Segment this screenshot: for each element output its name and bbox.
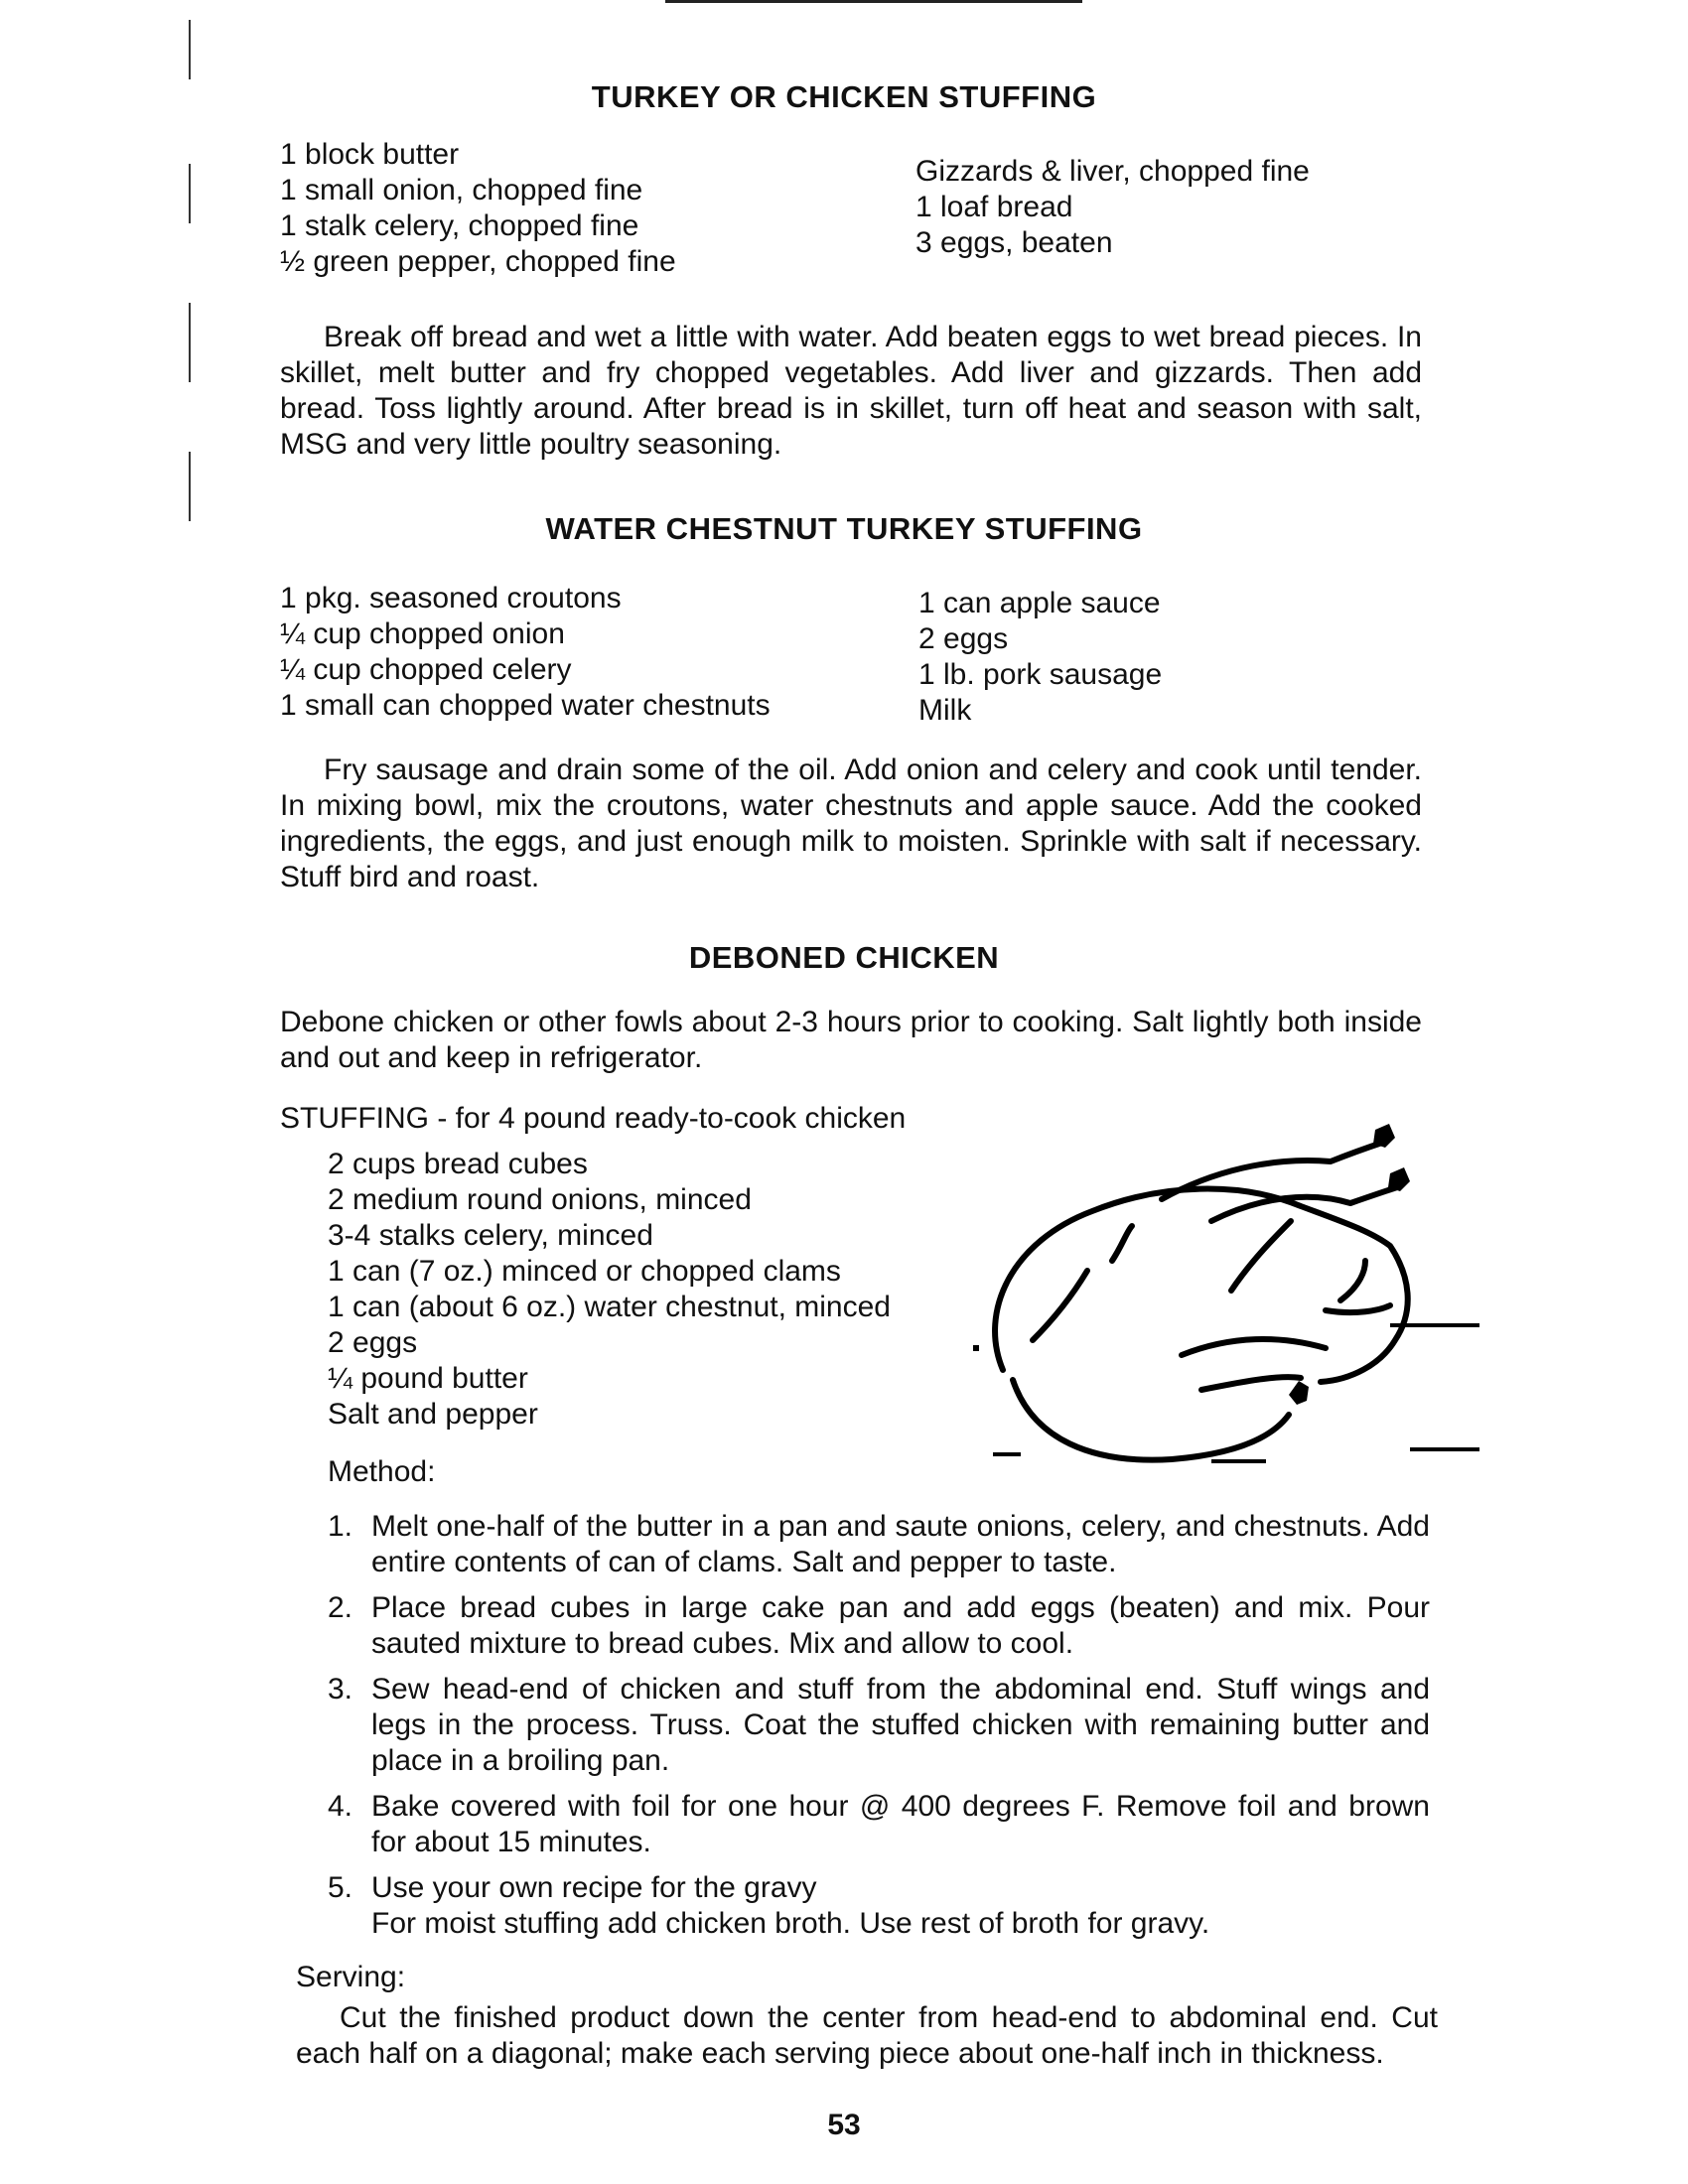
ingredient-list-right [915, 154, 1310, 261]
ingredient: 1 small can chopped water chestnuts [280, 689, 771, 722]
ingredient-list-left [280, 137, 676, 280]
ingredient: 2 cups bread cubes [328, 1148, 588, 1180]
method-step [328, 1789, 1430, 1860]
ingredient-list-right [918, 586, 1162, 729]
ingredient: 3-4 stalks celery, minced [328, 1219, 653, 1252]
margin-mark [189, 20, 191, 79]
ingredient: 2 eggs [328, 1326, 418, 1359]
stuffing-heading: STUFFING - for 4 pound ready-to-cook chicken [280, 1102, 907, 1135]
intro-text: Debone chicken or other fowls about 2-3 hours prior to cooking. Salt lightly both inside and out and keep in refrigerator. [280, 1006, 1422, 1074]
ingredient: ¼ pound butter [328, 1362, 528, 1395]
directions-text: Fry sausage and drain some of the oil. Add onion and celery and cook until tender. In mixing bowl, mix the croutons, water chestnuts and apple sauce. Add the cooked ingredients, the eggs, and just enough milk to moisten. Sprinkle with salt if necessary. Stuff bird and roast. [280, 753, 1422, 893]
ingredient-list-left [280, 581, 771, 724]
page-number: 53 [827, 2109, 861, 2141]
recipe-title: WATER CHESTNUT TURKEY STUFFING [545, 511, 1143, 546]
serving-text-body: Cut the finished product down the center from head-end to abdominal end. Cut each half on a diagonal; make each serving piece about one-half inch in thickness. [296, 2001, 1438, 2070]
ingredient: 1 can apple sauce [918, 587, 1161, 619]
step-number: 2. [328, 1591, 353, 1624]
directions [280, 752, 1422, 895]
method-label: Method: [328, 1455, 436, 1488]
method-steps [328, 1509, 1430, 1942]
ingredient: 3 eggs, beaten [915, 226, 1113, 259]
step-number: 3. [328, 1673, 353, 1706]
ingredient: ¼ cup chopped celery [280, 653, 572, 686]
serving-label: Serving: [296, 1961, 406, 1993]
method-step [328, 1870, 1430, 1906]
step-text: Sew head-end of chicken and stuff from the abdominal end. Stuff wings and legs in the process. Truss. Coat the stuffed chicken with remaining butter and place in a broiling pan. [371, 1673, 1430, 1777]
ingredient: Gizzards & liver, chopped fine [915, 155, 1310, 188]
recipe-title: TURKEY OR CHICKEN STUFFING [591, 79, 1097, 114]
step-text: Place bread cubes in large cake pan and add eggs (beaten) and mix. Pour sauted mixture to bread cubes. Mix and allow to cool. [371, 1591, 1430, 1660]
ingredient: ½ green pepper, chopped fine [280, 245, 676, 278]
ingredient: 1 lb. pork sausage [918, 658, 1163, 691]
step-note: For moist stuffing add chicken broth. Use rest of broth for gravy. [371, 1907, 1210, 1940]
ingredient: 1 small onion, chopped fine [280, 174, 643, 206]
serving-text [296, 2000, 1438, 2072]
step-text: Bake covered with foil for one hour @ 400 degrees F. Remove foil and brown for about 15 minutes. [371, 1790, 1430, 1858]
ingredient: 2 medium round onions, minced [328, 1183, 752, 1216]
margin-mark [189, 164, 191, 223]
method-step [328, 1672, 1430, 1779]
recipe-title: DEBONED CHICKEN [688, 940, 1000, 975]
roast-chicken-illustration [973, 1112, 1489, 1489]
stuffing-ingredients [328, 1147, 891, 1433]
directions-text: Break off bread and wet a little with water. Add beaten eggs to wet bread pieces. In skillet, melt butter and fry chopped vegetables. Add liver and gizzards. Then add bread. Toss lightly around. After bread is in skillet, turn off heat and season with salt, MSG and very little poultry seasoning. [280, 321, 1422, 461]
ingredient: Milk [918, 694, 972, 727]
ingredient: 1 can (about 6 oz.) water chestnut, minced [328, 1291, 891, 1323]
step-text: Melt one-half of the butter in a pan and saute onions, celery, and chestnuts. Add entire contents of can of clams. Salt and pepper to taste. [371, 1510, 1430, 1578]
method-step [328, 1509, 1430, 1580]
directions [280, 320, 1422, 463]
ingredient: ¼ cup chopped onion [280, 617, 565, 650]
step-number: 4. [328, 1790, 353, 1823]
ingredient: 1 loaf bread [915, 191, 1073, 223]
ingredient: 1 block butter [280, 138, 460, 171]
ingredient: 2 eggs [918, 622, 1009, 655]
step-number: 5. [328, 1871, 353, 1904]
margin-mark [189, 303, 191, 382]
ingredient: 1 can (7 oz.) minced or chopped clams [328, 1255, 841, 1288]
ingredient: 1 pkg. seasoned croutons [280, 582, 622, 614]
step-text: Use your own recipe for the gravy [371, 1871, 817, 1904]
step-number: 1. [328, 1510, 353, 1543]
ingredient: Salt and pepper [328, 1398, 538, 1431]
top-edge-rule [665, 0, 1082, 3]
method-step [328, 1590, 1430, 1662]
ingredient: 1 stalk celery, chopped fine [280, 209, 639, 242]
